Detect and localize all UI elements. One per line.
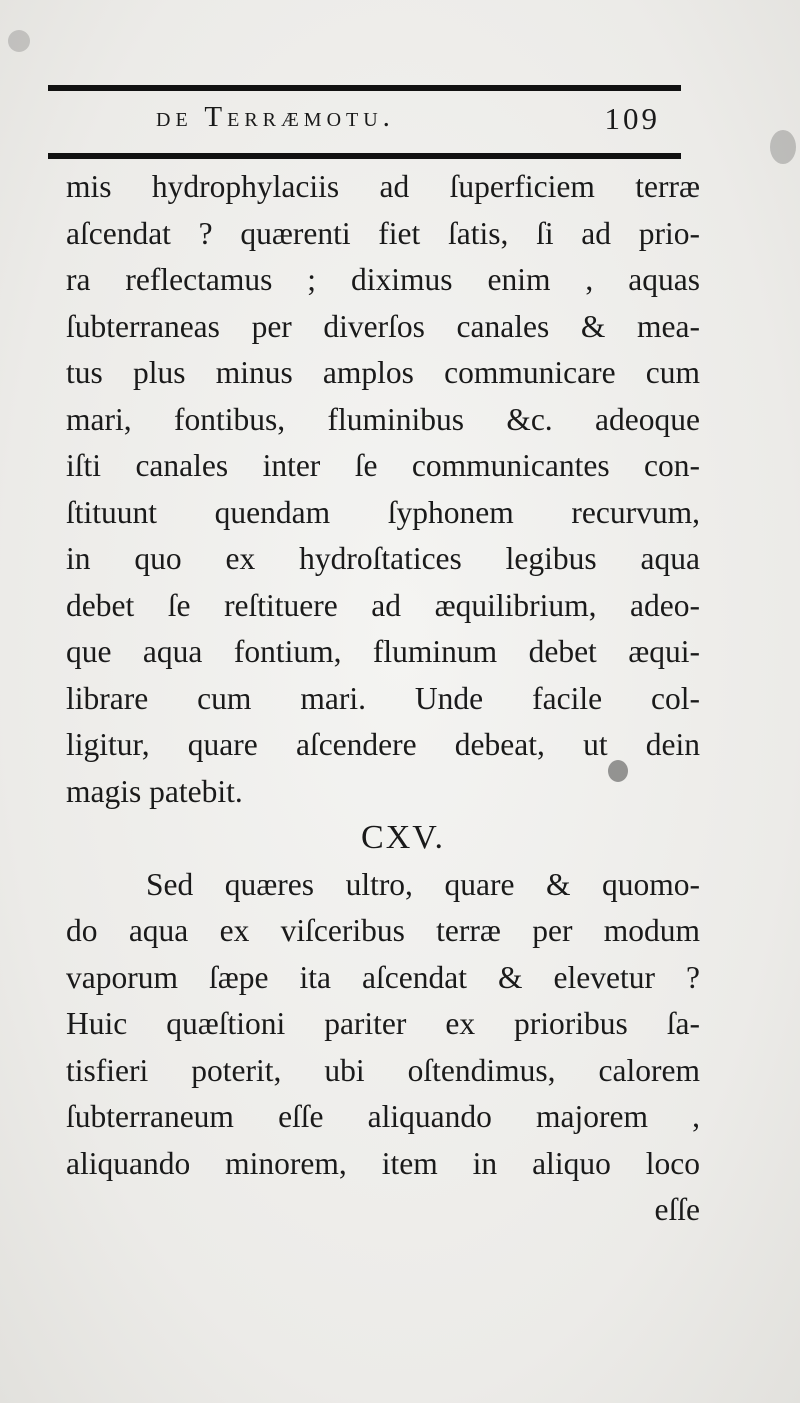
text-line: que aqua fontium, fluminum debet æqui- (66, 634, 700, 669)
page-number: 109 (604, 101, 660, 136)
text-line: iſti canales inter ſe communicantes con- (66, 448, 700, 483)
text-line: librare cum mari. Unde facile col- (66, 680, 700, 716)
text-line: Huic quæſtioni pariter ex prioribus ſa- (66, 1006, 700, 1041)
text-line: mari, fontibus, fluminibus &c. adeoque (66, 401, 700, 437)
text-line: ligitur, quare aſcendere debeat, ut dein (66, 727, 700, 762)
text-line: ſubterraneas per diverſos canales & mea- (66, 308, 700, 344)
text-line: debet ſe reſtituere ad æquilibrium, adeo- (66, 587, 700, 623)
ink-spot (770, 130, 796, 164)
text-line: Sed quæres ultro, quare & quomo- (146, 866, 700, 902)
text-line: aliquando minorem, item in aliquo loco (66, 1145, 700, 1181)
text-line: do aqua ex viſceribus terræ per modum (66, 913, 700, 948)
header-rule-top (48, 85, 681, 91)
catchword: eſſe (654, 1192, 700, 1227)
text-line: ſubterraneum eſſe aliquando majorem , (66, 1099, 700, 1134)
text-line: tisfieri poterit, ubi oſtendimus, calorem (66, 1052, 700, 1088)
body-text (66, 164, 700, 1234)
text-line: aſcendat ? quærenti fiet ſatis, ſi ad prio- (66, 215, 700, 251)
text-line: in quo ex hydroſtatices legibus aqua (66, 541, 700, 576)
text-line: vaporum ſæpe ita aſcendat & elevetur ? (66, 959, 700, 995)
text-line: ſtituunt quendam ſyphonem recurvum, (66, 494, 700, 530)
text-line: tus plus minus amplos communicare cum (66, 355, 700, 390)
section-heading: CXV. (361, 819, 445, 856)
running-title: de Terræmotu. (156, 101, 395, 133)
text-line: magis patebit. (66, 773, 243, 809)
running-header (60, 101, 660, 141)
text-line: ra reflectamus ; diximus enim , aquas (66, 262, 700, 297)
ink-spot (8, 30, 30, 52)
header-rule-bottom (48, 153, 681, 159)
text-line: mis hydrophylaciis ad ſuperficiem terræ (66, 169, 700, 204)
